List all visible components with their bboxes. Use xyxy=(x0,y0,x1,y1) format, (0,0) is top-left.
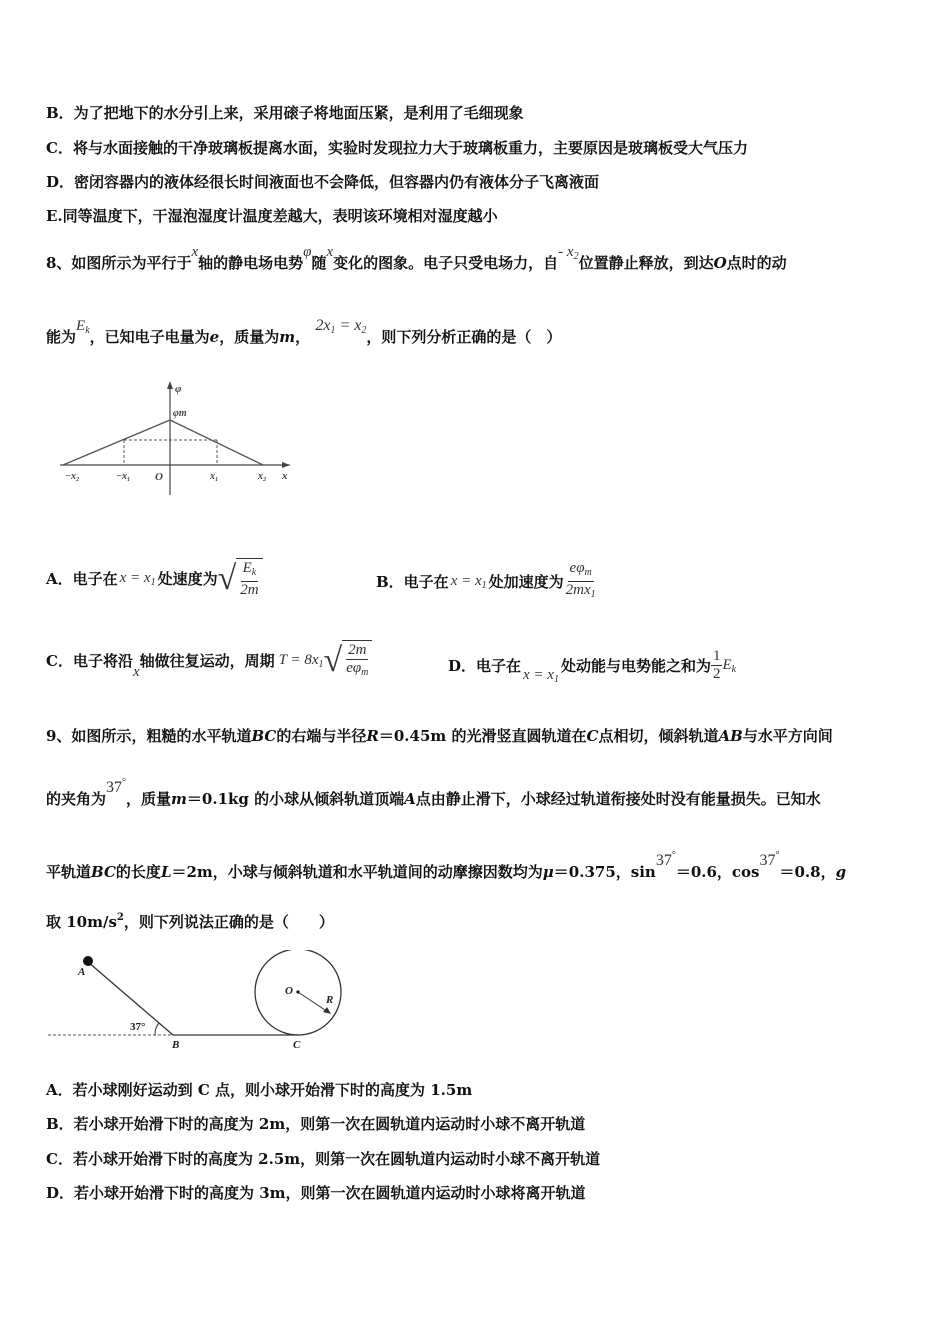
label-o: O xyxy=(285,985,293,997)
q8-option-b: B．电子在 $x = x_1$ 处加速度为 $\frac{e\varphi_m}{2mx_1}$ xyxy=(376,560,596,600)
label-x2: x₂ xyxy=(258,471,267,482)
label-phi: φ xyxy=(175,383,182,395)
y-axis-arrow xyxy=(167,381,173,389)
label-b: B xyxy=(172,1039,180,1051)
radius-arrow xyxy=(323,1007,331,1014)
q7-option-e: E.同等温度下，干湿泡湿度计温度差越大，表明该环境相对湿度越小 xyxy=(46,207,498,225)
label-neg-x2: −x₂ xyxy=(65,471,80,482)
q7-option-b: B．为了把地下的水分引上来，采用磙子将地面压紧，是利用了毛细现象 xyxy=(46,104,524,122)
q8-potential-graph xyxy=(55,378,305,503)
label-x1: x₁ xyxy=(210,471,219,482)
label-neg-x1: −x₁ xyxy=(116,471,131,482)
angle-arc xyxy=(155,1023,159,1035)
q8-stem-line1: 8、如图所示为平行于x轴的静电场电势φ随x变化的图象。电子只受电场力，自- $x_2$位置静止释放，到达O点时的动 xyxy=(46,244,787,272)
label-phi-m: φm xyxy=(173,408,187,419)
q9-stem-line3: 平轨道BC的长度L＝2m，小球与倾斜轨道和水平轨道间的动摩擦因数均为μ＝0.375，sin37°＝0.6，cos37°＝0.8，g xyxy=(46,850,847,881)
label-a: A xyxy=(78,966,86,978)
q9-track-figure xyxy=(48,950,358,1055)
label-origin: O xyxy=(155,471,163,483)
label-r: R xyxy=(326,994,334,1006)
q9-option-d: D．若小球开始滑下时的高度为 3m，则第一次在圆轨道内运动时小球将离开轨道 xyxy=(46,1184,586,1202)
q9-option-b: B．若小球开始滑下时的高度为 2m，则第一次在圆轨道内运动时小球不离开轨道 xyxy=(46,1115,586,1133)
radius-line xyxy=(298,992,328,1012)
q9-stem-line1: 9、如图所示，粗糙的水平轨道BC的右端与半径R＝0.45m 的光滑竖直圆轨道在C点相切，倾斜轨道AB与水平方向间 xyxy=(46,727,833,745)
q9-option-c: C．若小球开始滑下时的高度为 2.5m，则第一次在圆轨道内运动时小球不离开轨道 xyxy=(46,1150,601,1168)
label-angle: 37° xyxy=(130,1021,146,1033)
q9-option-a: A．若小球刚好运动到 C 点，则小球开始滑下时的高度为 1.5m xyxy=(46,1081,473,1099)
q8-option-a: A．电子在 $x = x_1$ 处速度为 √ $\frac{E_k}{2m}$ xyxy=(46,558,263,599)
q9-stem-line4: 取 $10m/s^2$，则下列说法正确的是（ ） xyxy=(46,912,334,931)
q7-option-c: C．将与水面接触的干净玻璃板提离水面，实验时发现拉力大于玻璃板重力，主要原因是玻璃板受大气压力 xyxy=(46,139,748,157)
label-c: C xyxy=(293,1039,301,1051)
potential-line xyxy=(63,420,263,465)
ball xyxy=(83,956,93,966)
q8-option-c: C．电子将沿 x 轴做往复运动，周期 $T = 8x_1$ √ $\frac{2m}{e\varphi_m}$ xyxy=(46,640,372,681)
x-axis-arrow xyxy=(282,462,290,468)
q7-option-d: D．密闭容器内的液体经很长时间液面也不会降低，但容器内仍有液体分子飞离液面 xyxy=(46,173,600,191)
q8-stem-line2: 能为$E_k$，已知电子电量为e，质量为m， $2x_1 = x_2$，则下列分析正确的是（ ） xyxy=(46,317,562,346)
q8-option-d: D．电子在 $x = x_1$ 处动能与电势能之和为 $\frac{1}{2}$ $E_k$ xyxy=(448,648,737,685)
label-x: x xyxy=(282,470,288,482)
q9-stem-line2: 的夹角为37°，质量m＝0.1kg 的小球从倾斜轨道顶端A点由静止滑下，小球经过轨道衔接处时没有能量损失。已知水 xyxy=(46,777,821,808)
